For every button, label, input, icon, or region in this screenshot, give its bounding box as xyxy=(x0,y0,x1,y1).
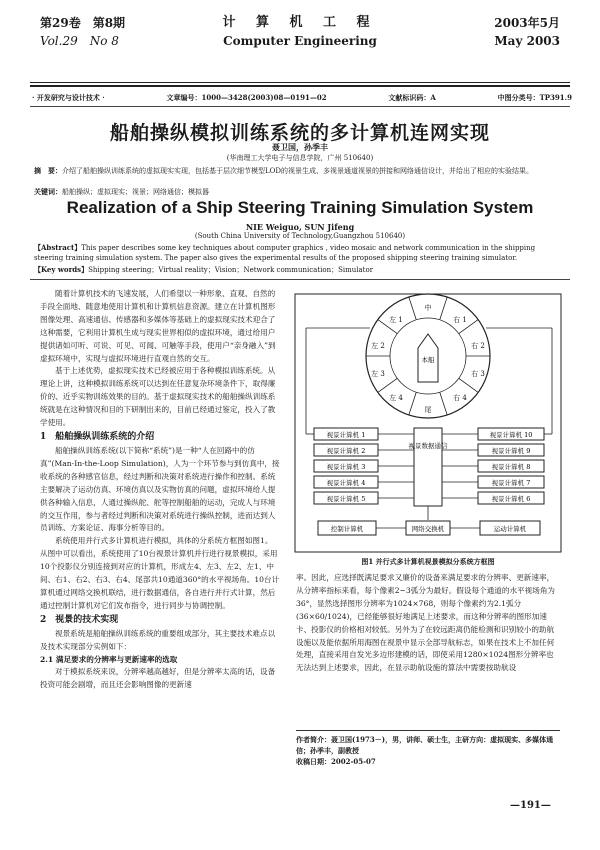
affiliation-cn: (华南理工大学电子与信息学院，广州 510640) xyxy=(226,154,374,162)
left-computer-label: 视景计算机 5 xyxy=(326,495,366,503)
abstract-rule xyxy=(30,279,570,280)
keywords-en-label: 【Key words】 xyxy=(34,265,89,274)
right-computer-label: 视景计算机 9 xyxy=(491,447,531,455)
section-heading: 1 船舶操纵训练系统的介绍 xyxy=(40,431,155,442)
header-rule-bottom xyxy=(30,85,570,87)
label-right2: 右 2 xyxy=(471,342,485,350)
left-computer-label: 视景计算机 3 xyxy=(326,463,366,471)
body-paragraph: 系统使用并行式多计算机进行模拟，具体的分系统方框图如图1。从图中可以看出，系统使用了10台视景计算机并行进行视景模拟，采用10个投影仪分别连接到对应的计算机，形成左4、左3、左2、左1、中间、右1、右2、右3、右4、尾部共10通道360°的水平视场角。10台计算机通过网络交换机联结，进行数据通信，各自进行并行式计算，然后通过控制计算机对它们发布指令，进行同步与协调控制。 xyxy=(40,536,280,610)
title-cn: 船舶操纵模拟训练系统的多计算机连网实现 xyxy=(109,122,490,144)
page-number: —191— xyxy=(510,800,551,811)
left-computers xyxy=(314,428,378,504)
volume-en: Vol.29 No 8 xyxy=(40,34,119,48)
left-computer-label: 视景计算机 2 xyxy=(326,447,366,455)
keywords-cn xyxy=(34,187,564,197)
journal-en: Computer Engineering xyxy=(223,34,377,48)
classification-number: 中图分类号：TP391.9 xyxy=(497,93,572,102)
comm-bus-text: 视景数据通信 xyxy=(408,442,448,450)
abstract-en xyxy=(34,243,564,263)
received-date: 收稿日期：2002-05-07 xyxy=(296,757,376,766)
authors-cn: 聂卫国，孙季丰 xyxy=(272,142,328,152)
network-switch-label: 网络交换机 xyxy=(411,525,445,533)
figure-caption: 图1 并行式多计算机视景模拟分系统方框图 xyxy=(361,557,495,566)
document-code: 文献标识码：A xyxy=(388,93,436,102)
date-en: May 2003 xyxy=(494,34,560,48)
body-paragraph: 对于模拟系统来说，分辨率越高越好，但是分辨率太高的话，设备投资可能会剧增，而且还会影响图像的更新速 xyxy=(40,667,276,690)
date-cn: 2003年5月 xyxy=(494,16,560,30)
right-computers xyxy=(478,428,544,504)
label-right1: 右 1 xyxy=(453,316,467,324)
abstract-en-label: 【Abstract】 xyxy=(34,243,82,252)
authors-en: NIE Weiguo, SUN Jifeng xyxy=(245,222,355,232)
body-paragraph: 随着计算机技术的飞速发展，人们希望以一种形象、直观、自然的手段全面地、随意地使用计算机和计算机信息资源。建立在计算机图形图像处理、高速通信、传感器和多媒体等基础上的虚拟现实技术迎合了这种需要，它利用计算机生成与现实世界相似的虚拟环境，通过给用户提供诸如可听、可说、可见、可闻、可触等手段，使用户“亲身融入”到虚拟环境中，实现与虚拟环境进行直观自然的交互。 xyxy=(40,289,276,363)
abstract-en-text: This paper describes some key techniques about computer graphics , video mosaic and network communication in the shipping steering training simulation system. The paper also gives the experimental results of the proposed shipping steering training simulator. xyxy=(34,244,536,262)
section-heading: 2 视景的技术实现 xyxy=(40,614,119,625)
right-computer-label: 视景计算机 7 xyxy=(491,479,531,487)
title-en: Realization of a Ship Steering Training Simulation System xyxy=(66,198,534,217)
left-computer-label: 视景计算机 1 xyxy=(326,431,366,439)
label-left4: 左 4 xyxy=(389,394,403,402)
left-computer-label: 视景计算机 4 xyxy=(326,479,366,487)
right-computer-label: 视景计算机 8 xyxy=(491,463,531,471)
right-computer-label: 视景计算机 10 xyxy=(489,431,533,439)
keywords-cn-text: 船舶操纵；虚拟现实；视景；网络通信；模拟器 xyxy=(62,188,209,196)
keywords-en-text: Shipping steering；Virtual reality；Vision；Network communication；Simulator xyxy=(88,266,374,274)
header-date xyxy=(494,14,560,50)
label-center: 中 xyxy=(424,304,432,312)
ship-label: 本船 xyxy=(421,356,435,364)
author-bio: 作者简介：聂卫国(1973－)，男，讲师、硕士生，主研方向：虚拟现实、多媒体通信；孙季丰，副教授 xyxy=(296,735,554,755)
body-paragraph: 视景系统是船舶操纵训练系统的重要组成部分，其主要技术难点以及技术实现部分实例如下： xyxy=(40,628,276,651)
body-left-column xyxy=(40,288,280,692)
keywords-en xyxy=(34,265,564,275)
volume-cn: 第29卷 第8期 xyxy=(40,16,126,30)
journal-cn: 计 算 机 工 程 xyxy=(222,15,378,30)
label-tail: 尾 xyxy=(424,406,432,414)
abstract-cn-text: 介绍了船舶操纵训练系统的虚拟现实实现，包括基于层次细节模型LOD的视景生成、多视景通道视景的拼接和网络通信设计，并给出了相应的实验结果。 xyxy=(62,167,533,175)
article-number: 文章编号：1000—3428(2003)08—0191—02 xyxy=(166,93,327,102)
body-paragraph: 率。因此，应选择既满足要求又廉价的设备来满足要求的分辨率、更新速率，从分辨率指标来看，每个像素2~3弧分为最好。假设每个通道的水平视场角为36°，显然选择图形分辨率为1024×768，则每个像素约为2.1弧分(36×60/1024)，已经能够很好地满足上述要求，而这种分辨率的图形加速卡、投影仪的价格相对较低。另外为了在较远距离仍能检测和识别较小的助航设施以及能依据所用海图在视景中显示全部导航标志，如果在技术上不加任何处理，直接采用自发光多边形建模的话，即使采用1280×1024图形分辨率也无法达到上述要求，因此，在显示助航设施的算法中需要按助航设 xyxy=(296,573,556,673)
footnote xyxy=(296,734,560,767)
figure-1-block-diagram xyxy=(290,288,566,556)
affiliation-en: (South China University of Technology,Guangzhou 510640) xyxy=(194,232,406,240)
section-label: · 开发研究与设计技术 · xyxy=(32,93,105,102)
abstract-cn-label: 摘 要： xyxy=(34,166,62,175)
footnote-rule xyxy=(296,730,560,731)
body-paragraph: 船舶操纵训练系统(以下简称“系统”)是一种“人在回路中的仿真”(Man-In-the-Loop Simulation)，人为一个环节参与到仿真中，接收系统的各种感官信息，经过判断和决策对系统进行操作和控制。系统主要解决了运动仿真、环境仿真以及实物仿真的问题，虚拟环境给人提供各种输入信息，人通过操纵舵、舵等控制船舶的运动，完成人与环境的交互作用，参与者经过判断和决策对系统进行操纵控制，进而达到人员训练、方案论证、海事分析等目的。 xyxy=(40,445,280,533)
abstract-cn xyxy=(34,166,564,176)
control-computer-label: 控制计算机 xyxy=(330,525,364,533)
label-left3: 左 3 xyxy=(371,370,385,378)
body-right-column xyxy=(296,572,560,675)
label-left2: 左 2 xyxy=(371,342,385,350)
subsection-heading: 2.1 满足要求的分辨率与更新速率的选取 xyxy=(40,654,178,664)
header-rule-top xyxy=(30,82,570,83)
keywords-cn-label: 关键词： xyxy=(34,187,62,196)
right-computer-label: 视景计算机 6 xyxy=(491,495,531,503)
label-right4: 右 4 xyxy=(453,394,467,402)
motion-computer-label: 运动计算机 xyxy=(493,525,527,533)
comm-bus-label xyxy=(409,441,449,450)
meta-rule xyxy=(30,106,570,107)
label-right3: 右 3 xyxy=(471,370,485,378)
article-meta xyxy=(32,92,572,104)
body-paragraph: 基于上述优势，虚拟现实技术已经被应用于各种模拟训练系统。从理论上讲，这种模拟训练系统可以达到在任意复杂环境条件下，取得廉价的、近乎实物训练效果的目的。基于虚拟现实技术的船舶操纵训练系统就是在这种情况和目的下研制出来的，目前已经通过鉴定，投入了教学使用。 xyxy=(40,366,276,428)
comm-bus xyxy=(414,428,442,506)
label-left1: 左 1 xyxy=(389,316,403,324)
